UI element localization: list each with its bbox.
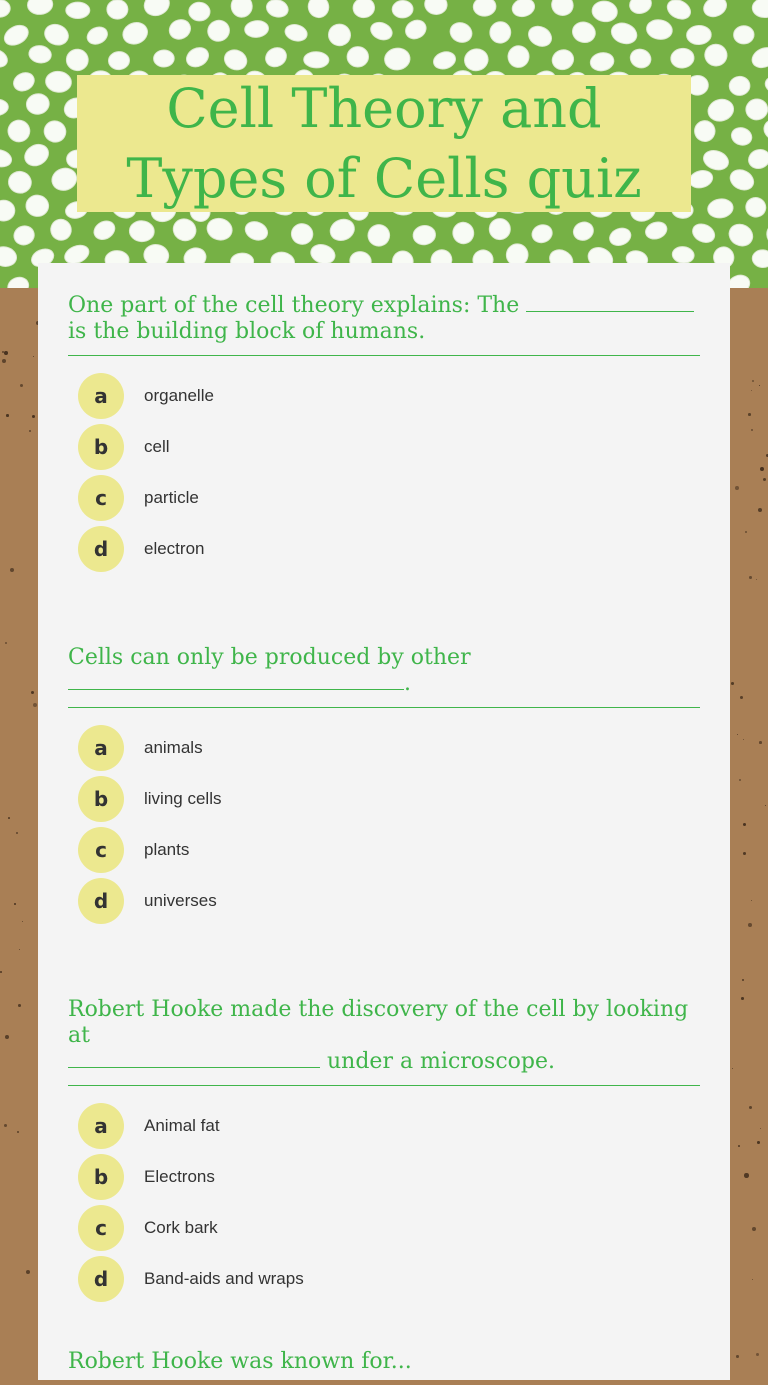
pattern-dot: [746, 147, 768, 172]
pattern-dot: [727, 166, 757, 194]
option-d[interactable]: [68, 1253, 700, 1304]
pattern-dot: [488, 218, 511, 241]
cardboard-speck: [744, 1173, 749, 1178]
pattern-dot: [262, 44, 290, 70]
question-3: [68, 997, 700, 1304]
pattern-dot: [166, 16, 194, 43]
pattern-dot: [643, 219, 669, 242]
title-box: [77, 75, 691, 212]
pattern-dot: [412, 224, 437, 246]
cardboard-speck: [756, 1353, 759, 1356]
cardboard-speck: [19, 949, 20, 950]
pattern-dot: [48, 217, 73, 243]
pattern-dot: [5, 274, 31, 288]
pattern-dot: [365, 222, 392, 249]
cardboard-speck: [5, 642, 7, 644]
pattern-dot: [549, 47, 576, 73]
cardboard-speck: [739, 779, 741, 781]
pattern-dot: [368, 19, 395, 43]
quiz-sheet: [38, 263, 730, 1380]
pattern-dot: [744, 97, 768, 121]
question-text-before: Robert Hooke made the discovery of the cell by looking at: [68, 997, 689, 1048]
pattern-dot: [65, 48, 89, 72]
cardboard-speck: [4, 351, 8, 355]
cardboard-speck: [22, 921, 23, 922]
pattern-dot: [303, 51, 329, 68]
option-b[interactable]: [68, 421, 700, 472]
pattern-dot: [689, 220, 717, 246]
cardboard-speck: [735, 486, 739, 490]
option-d[interactable]: [68, 875, 700, 926]
pattern-dot: [392, 0, 414, 18]
question-text: [68, 293, 700, 356]
question-text-before: One part of the cell theory explains: The: [68, 293, 520, 318]
pattern-dot: [0, 245, 18, 269]
pattern-dot: [141, 0, 173, 19]
cardboard-speck: [752, 1279, 753, 1280]
option-b[interactable]: [68, 773, 700, 824]
option-label: Cork bark: [144, 1217, 218, 1237]
pattern-dot: [44, 70, 72, 94]
cardboard-speck: [33, 703, 37, 707]
pattern-dot: [571, 219, 596, 243]
option-letter-badge: d: [78, 526, 124, 572]
cardboard-speck: [14, 903, 16, 905]
pattern-dot: [188, 2, 210, 22]
cardboard-speck: [759, 385, 760, 386]
pattern-dot: [40, 117, 69, 146]
pattern-dot: [25, 92, 51, 116]
cardboard-speck: [20, 384, 23, 387]
pattern-dot: [231, 0, 253, 18]
cardboard-speck: [763, 478, 766, 481]
pattern-dot: [6, 169, 33, 195]
options-list: [68, 370, 700, 574]
pattern-dot: [66, 2, 90, 18]
cardboard-speck: [737, 734, 738, 735]
pattern-dot: [264, 0, 290, 20]
cardboard-speck: [752, 380, 754, 382]
pattern-dot: [525, 22, 555, 50]
option-label: electron: [144, 538, 205, 558]
cardboard-speck: [759, 741, 762, 744]
pattern-dot: [702, 42, 729, 69]
cardboard-speck: [752, 1227, 756, 1231]
option-letter-badge: d: [78, 1256, 124, 1302]
question-text-before: Robert Hooke was known for...: [68, 1349, 412, 1374]
cardboard-speck: [743, 823, 746, 826]
option-letter-badge: d: [78, 878, 124, 924]
option-d[interactable]: [68, 523, 700, 574]
pattern-dot: [447, 19, 475, 46]
cardboard-speck: [2, 359, 6, 363]
option-letter-badge: c: [78, 827, 124, 873]
pattern-dot: [549, 0, 577, 19]
pattern-dot: [244, 20, 269, 39]
cardboard-speck: [758, 508, 762, 512]
pattern-dot: [183, 44, 212, 71]
cardboard-speck: [738, 1145, 740, 1147]
cardboard-speck: [743, 852, 746, 855]
pattern-dot: [729, 76, 751, 97]
pattern-dot: [0, 200, 15, 222]
option-label: cell: [144, 436, 170, 456]
pattern-dot: [725, 220, 756, 250]
cardboard-speck: [731, 682, 734, 685]
pattern-dot: [42, 21, 72, 49]
pattern-dot: [570, 19, 598, 45]
options-list: [68, 1100, 700, 1304]
cardboard-speck: [29, 430, 31, 432]
option-letter-badge: a: [78, 1103, 124, 1149]
pattern-dot: [28, 44, 53, 64]
pattern-dot: [664, 0, 694, 23]
option-c[interactable]: [68, 824, 700, 875]
cardboard-speck: [748, 413, 751, 416]
pattern-dot: [645, 18, 674, 41]
cardboard-speck: [745, 531, 747, 533]
pattern-dot: [0, 0, 11, 18]
option-label: universes: [144, 890, 217, 910]
pattern-dot: [687, 168, 714, 190]
cardboard-speck: [765, 805, 766, 806]
question-2: [68, 645, 700, 926]
cardboard-speck: [732, 1068, 733, 1069]
cardboard-speck: [740, 696, 743, 699]
option-c[interactable]: [68, 1202, 700, 1253]
question-text-after: is the building block of humans.: [68, 319, 426, 344]
cardboard-speck: [736, 1355, 739, 1358]
pattern-dot: [763, 74, 768, 97]
pattern-dot: [707, 197, 735, 219]
page-title: [126, 74, 641, 214]
cardboard-speck: [16, 832, 18, 834]
answer-blank: [68, 671, 404, 690]
option-c[interactable]: [68, 472, 700, 523]
option-letter-badge: b: [78, 776, 124, 822]
pattern-dot: [383, 47, 411, 72]
option-label: particle: [144, 487, 199, 507]
pattern-dot: [749, 44, 768, 72]
pattern-dot: [205, 17, 233, 44]
pattern-dot: [423, 0, 448, 16]
pattern-dot: [530, 222, 555, 245]
pattern-dot: [4, 116, 33, 145]
option-a[interactable]: [68, 1100, 700, 1151]
cardboard-speck: [33, 356, 34, 357]
pattern-dot: [752, 0, 768, 18]
question-text-before: Cells can only be produced by other: [68, 645, 471, 670]
pattern-dot: [591, 0, 619, 23]
pattern-dot: [108, 51, 130, 71]
pattern-dot: [1, 21, 32, 49]
pattern-dot: [608, 20, 639, 47]
pattern-dot: [705, 96, 736, 124]
cardboard-speck: [749, 1106, 752, 1109]
pattern-dot: [306, 0, 332, 20]
pattern-dot: [205, 216, 235, 243]
pattern-dot: [752, 249, 768, 268]
pattern-dot: [627, 0, 653, 16]
pattern-dot: [607, 225, 633, 248]
question-1: [68, 293, 700, 574]
pattern-dot: [671, 245, 695, 264]
cardboard-speck: [748, 923, 752, 927]
cardboard-speck: [32, 415, 35, 418]
pattern-dot: [129, 220, 155, 242]
cardboard-speck: [6, 414, 9, 417]
cardboard-speck: [0, 971, 2, 973]
option-label: animals: [144, 737, 203, 757]
cardboard-speck: [749, 576, 752, 579]
question-text: [68, 645, 700, 708]
cardboard-speck: [5, 1035, 9, 1039]
pattern-dot: [327, 216, 358, 244]
option-label: Animal fat: [144, 1115, 220, 1135]
pattern-dot: [11, 223, 37, 248]
header-banner: [0, 0, 768, 288]
cardboard-speck: [757, 1141, 760, 1144]
cardboard-speck: [26, 1270, 30, 1274]
option-letter-badge: c: [78, 475, 124, 521]
option-letter-badge: b: [78, 424, 124, 470]
cardboard-speck: [751, 900, 752, 901]
pattern-dot: [507, 45, 530, 69]
pattern-dot: [120, 19, 151, 48]
pattern-dot: [743, 195, 768, 220]
pattern-dot: [242, 218, 270, 243]
pattern-dot: [107, 0, 128, 19]
pattern-dot: [693, 119, 718, 144]
option-label: living cells: [144, 788, 222, 808]
pattern-dot: [589, 51, 615, 73]
pattern-dot: [700, 0, 729, 20]
pattern-dot: [290, 222, 315, 246]
question-text: [68, 997, 700, 1086]
pattern-dot: [701, 147, 731, 173]
pattern-dot: [729, 125, 754, 148]
pattern-dot: [488, 20, 512, 45]
option-label: organelle: [144, 385, 214, 405]
pattern-dot: [326, 22, 352, 48]
pattern-dot: [670, 47, 695, 69]
option-a[interactable]: [68, 370, 700, 421]
pattern-dot: [21, 140, 52, 170]
cardboard-speck: [741, 997, 744, 1000]
pattern-dot: [462, 47, 490, 74]
pattern-dot: [473, 0, 497, 17]
pattern-dot: [10, 69, 37, 94]
pattern-dot: [733, 25, 754, 44]
cardboard-speck: [17, 1131, 19, 1133]
pattern-dot: [347, 47, 368, 67]
pattern-dot: [0, 46, 10, 71]
cardboard-speck: [760, 467, 764, 471]
option-letter-badge: b: [78, 1154, 124, 1200]
answer-blank: [68, 1049, 320, 1068]
pattern-dot: [431, 49, 457, 71]
cardboard-speck: [743, 739, 744, 740]
pattern-dot: [153, 50, 174, 67]
option-letter-badge: c: [78, 1205, 124, 1251]
cardboard-speck: [4, 1124, 7, 1127]
pattern-dot: [283, 22, 309, 43]
pattern-dot: [628, 46, 654, 70]
cardboard-speck: [760, 1128, 761, 1129]
pattern-dot: [0, 98, 9, 117]
cardboard-speck: [31, 691, 34, 694]
pattern-dot: [221, 46, 250, 73]
cardboard-speck: [756, 579, 757, 580]
pattern-dot: [27, 0, 54, 15]
pattern-dot: [402, 17, 429, 43]
option-a[interactable]: [68, 722, 700, 773]
option-label: plants: [144, 839, 190, 859]
question-text-after: .: [404, 671, 411, 696]
option-b[interactable]: [68, 1151, 700, 1202]
cardboard-speck: [751, 429, 753, 431]
pattern-dot: [0, 147, 13, 169]
pattern-dot: [352, 0, 375, 19]
pattern-dot: [91, 217, 118, 243]
cardboard-speck: [18, 1004, 21, 1007]
cardboard-speck: [8, 817, 10, 819]
title-line-2: Types of Cells quiz: [126, 146, 642, 210]
cardboard-speck: [742, 979, 744, 981]
title-line-1: Cell Theory and: [166, 76, 602, 140]
pattern-dot: [49, 165, 80, 194]
pattern-dot: [761, 116, 768, 144]
question-text-after: under a microscope.: [327, 1049, 555, 1074]
cardboard-speck: [10, 568, 14, 572]
cardboard-speck: [751, 390, 752, 391]
pattern-dot: [25, 194, 50, 217]
option-letter-badge: a: [78, 373, 124, 419]
option-label: Electrons: [144, 1166, 215, 1186]
options-list: [68, 722, 700, 926]
pattern-dot: [510, 0, 537, 19]
pattern-dot: [686, 25, 712, 45]
pattern-dot: [84, 24, 110, 48]
option-letter-badge: a: [78, 725, 124, 771]
option-label: Band-aids and wraps: [144, 1268, 304, 1288]
answer-blank: [526, 293, 694, 312]
pattern-dot: [450, 220, 476, 246]
